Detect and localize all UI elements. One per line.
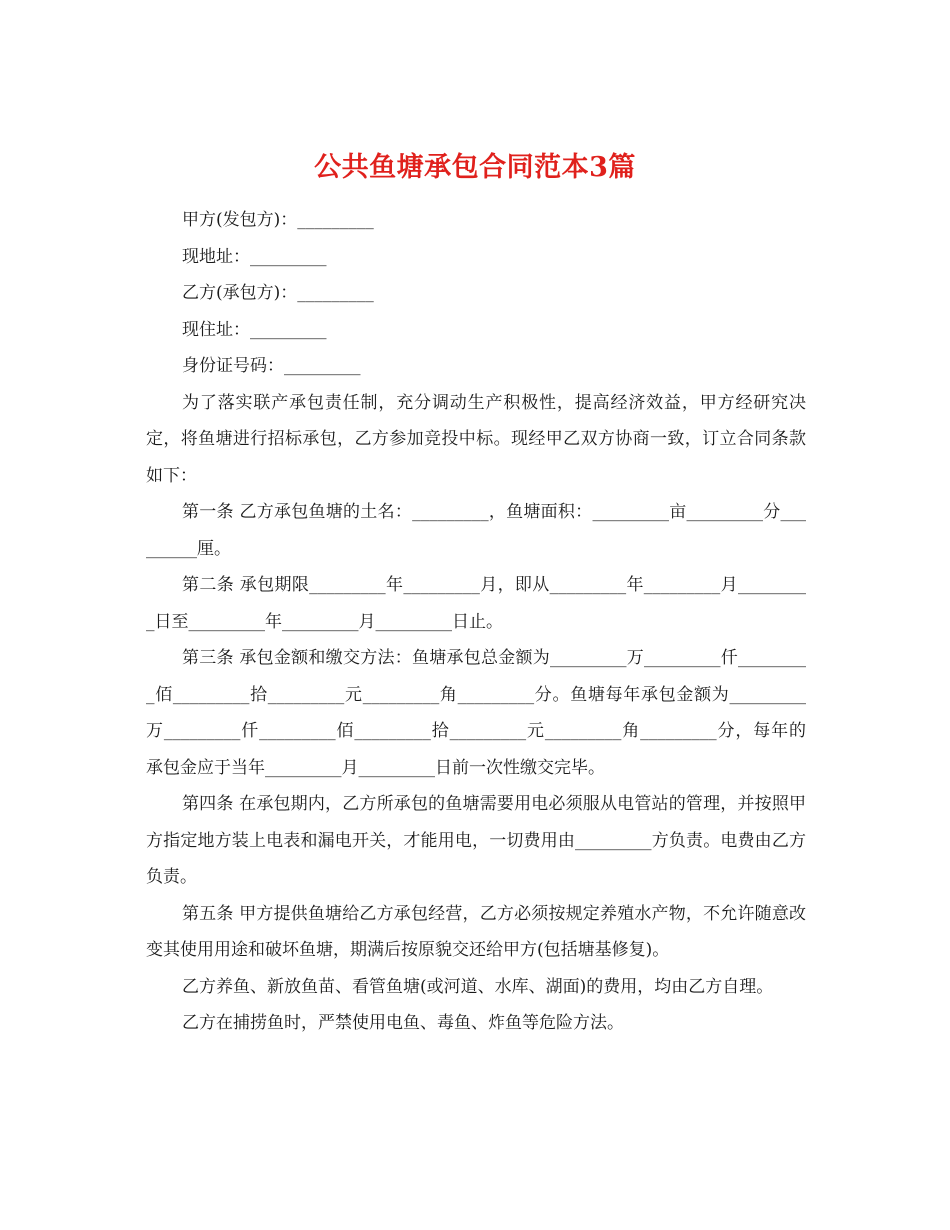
party-b-address-line: 现住址：_________ xyxy=(182,319,327,340)
article-1-paragraph: 第一条 乙方承包鱼塘的土名：_________，鱼塘面积：_________亩_________分_________厘。 xyxy=(146,502,806,559)
document-title: 公共鱼塘承包合同范本3篇 xyxy=(314,152,636,184)
party-a-address-line: 现地址：_________ xyxy=(182,246,327,267)
fishing-rules-paragraph: 乙方在捕捞鱼时，严禁使用电鱼、毒鱼、炸鱼等危险方法。 xyxy=(182,1013,624,1033)
party-a-line: 甲方(发包方)：_________ xyxy=(182,210,374,230)
preamble-paragraph: 为了落实联产承包责任制，充分调动生产积极性，提高经济效益，甲方经研究决定，将鱼塘进行招标承包，乙方参加竞投中标。现经甲乙双方协商一致，订立合同条款如下： xyxy=(146,392,806,486)
expenses-paragraph: 乙方养鱼、新放鱼苗、看管鱼塘(或河道、水库、湖面)的费用，均由乙方自理。 xyxy=(182,976,774,997)
article-2-paragraph: 第二条 承包期限_________年_________月，即从_________年_________月_________日至_________年_________月_________日止。 xyxy=(146,575,806,632)
party-b-line: 乙方(承包方)：_________ xyxy=(182,283,374,303)
id-number-line: 身份证号码：_________ xyxy=(182,356,361,376)
article-5-paragraph: 第五条 甲方提供鱼塘给乙方承包经营，乙方必须按规定养殖水产物，不允许随意改变其使用用途和破坏鱼塘，期满后按原貌交还给甲方(包括塘基修复)。 xyxy=(146,903,806,960)
document-body xyxy=(146,202,806,1042)
article-4-paragraph: 第四条 在承包期内，乙方所承包的鱼塘需要用电必须服从电管站的管理，并按照甲方指定地方装上电表和漏电开关，才能用电，一切费用由_________方负责。电费由乙方负责。 xyxy=(146,794,806,887)
article-3-paragraph: 第三条 承包金额和缴交方法：鱼塘承包总金额为_________万_________仟_________佰_________拾_________元_________角_________分。鱼塘每年承包金额为_________万_________仟_________佰_________拾_________元_________角_________分，每年的承包金应于当年_________月_________日前一次性缴交完毕。 xyxy=(146,648,806,778)
